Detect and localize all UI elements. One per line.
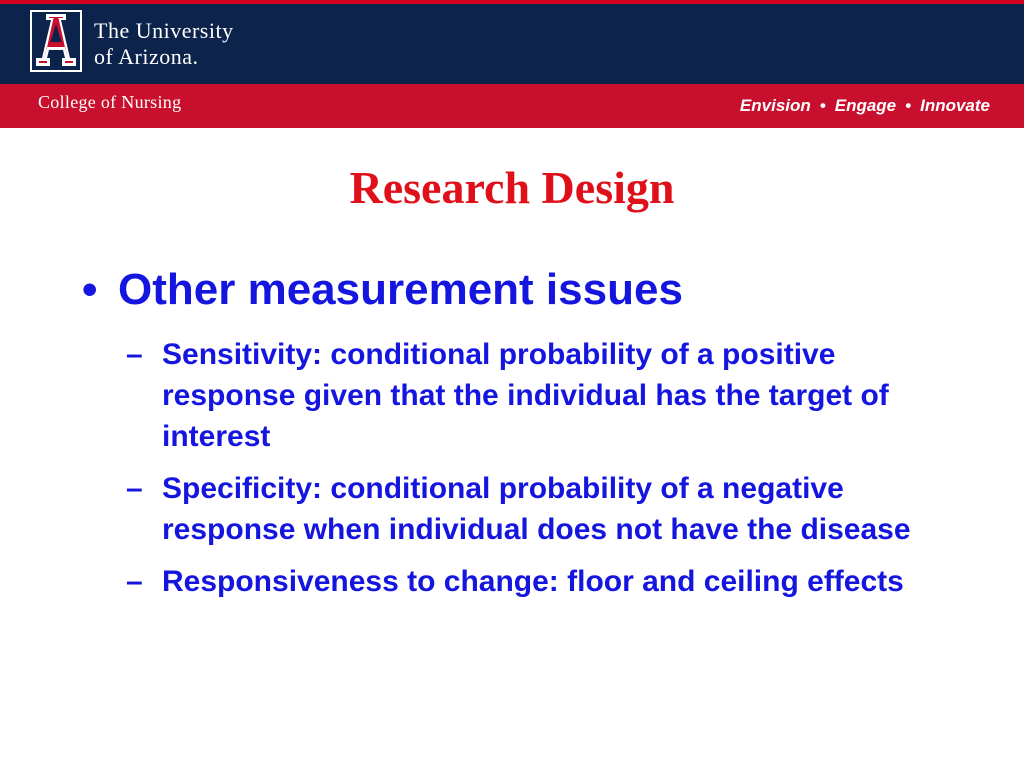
- sub-bullet-specificity: [126, 468, 962, 550]
- sub-bullet-marker: –: [126, 565, 143, 598]
- sub-bullet-marker: –: [126, 472, 143, 505]
- university-name-line2: of Arizona.: [94, 44, 199, 69]
- sub-bullet-text: Responsiveness to change: floor and ceiling effects: [162, 565, 904, 598]
- sub-bullet-list: [82, 334, 962, 602]
- sub-bullet-responsiveness: [126, 561, 962, 602]
- tagline-separator: •: [905, 96, 912, 115]
- sub-bullet-text: Sensitivity: conditional probability of a positive response given that the individual has the target of interest: [162, 338, 889, 453]
- sub-bullet-text: Specificity: conditional probability of a negative response when individual does not have the disease: [162, 472, 911, 546]
- bullet-marker: •: [82, 265, 98, 314]
- main-bullet: [82, 262, 962, 318]
- tagline: [740, 96, 990, 116]
- tagline-separator: •: [819, 96, 826, 115]
- block-a-logo-icon: [30, 10, 82, 72]
- sub-bullet-sensitivity: [126, 334, 962, 457]
- tagline-item-engage: Engage: [834, 96, 897, 115]
- slide-body: [82, 262, 962, 613]
- college-name: College of Nursing: [38, 92, 182, 112]
- university-name: [94, 18, 234, 70]
- main-bullet-text: Other measurement issues: [118, 265, 683, 314]
- tagline-item-envision: Envision: [739, 96, 811, 115]
- sub-bullet-marker: –: [126, 338, 143, 371]
- tagline-item-innovate: Innovate: [920, 96, 990, 115]
- university-name-line1: The University: [94, 18, 234, 43]
- header-top-rule: [0, 0, 1024, 4]
- slide-title: Research Design: [349, 162, 675, 213]
